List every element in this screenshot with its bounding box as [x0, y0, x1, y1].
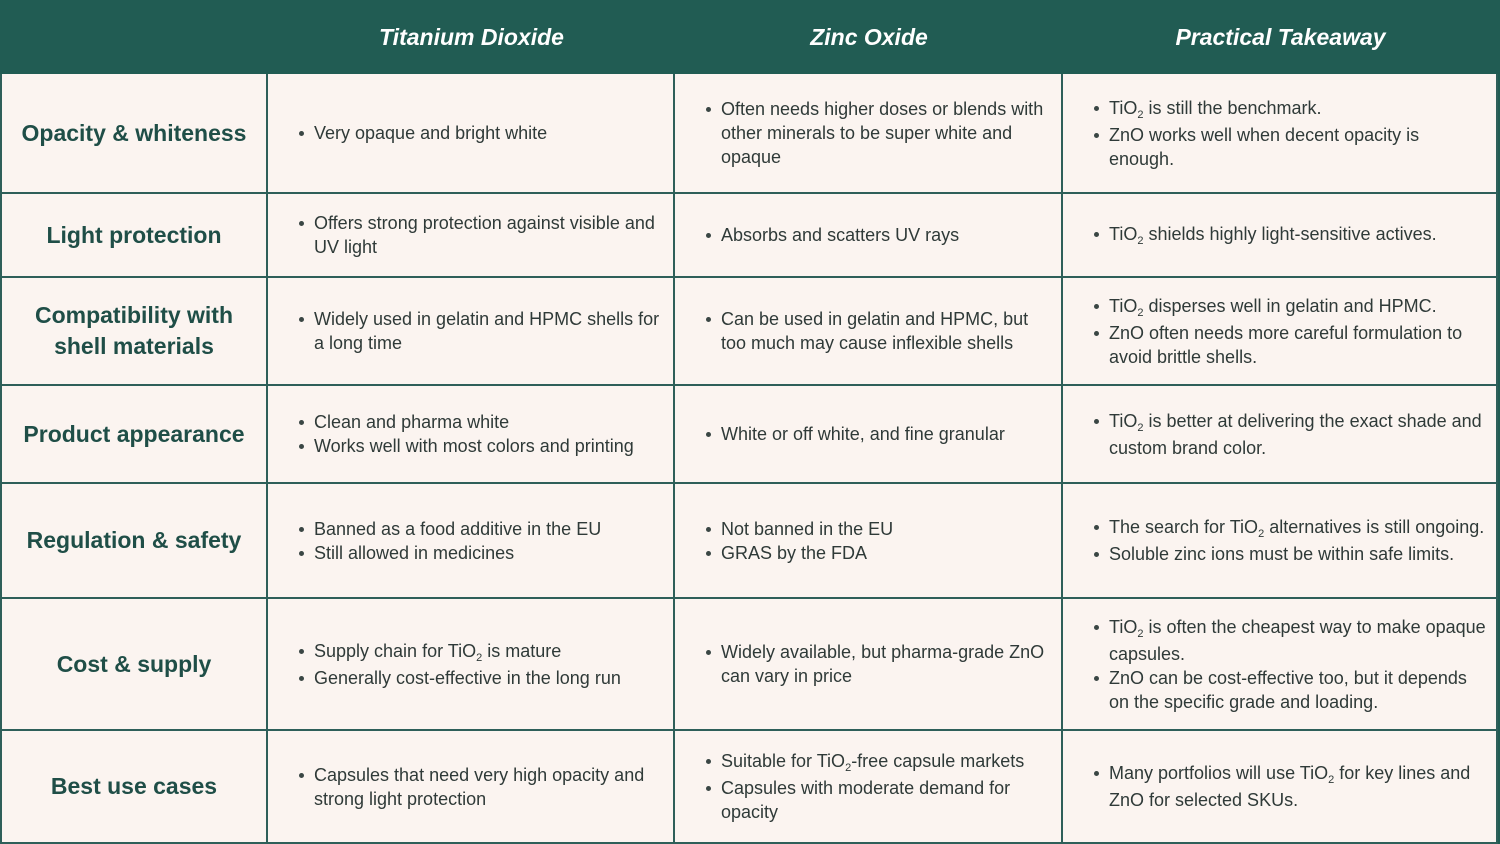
row-label: Compatibility with shell materials: [0, 278, 268, 386]
bullet-item: ZnO can be cost-effective too, but it depends on the specific grade and loading.: [1109, 666, 1486, 714]
row-label: Product appearance: [0, 386, 268, 484]
zno-cell: [675, 74, 1063, 194]
bullet-list: [1091, 761, 1486, 812]
bullet-list: [296, 410, 634, 458]
bullet-item: Often needs higher doses or blends with other minerals to be super white and opaque: [721, 97, 1051, 169]
row-label: Light protection: [0, 194, 268, 278]
header-empty: [0, 0, 268, 74]
bullet-list: [1091, 222, 1437, 249]
bullet-item: White or off white, and fine granular: [721, 424, 1005, 444]
bullet-item: Works well with most colors and printing: [314, 436, 634, 456]
zno-cell: [675, 731, 1063, 844]
bullet-list: [1091, 515, 1484, 566]
bullet-list: [703, 749, 1051, 824]
bullet-list: [703, 422, 1005, 446]
header-practical-takeaway: Practical Takeaway: [1063, 0, 1498, 74]
bullet-item: Capsules with moderate demand for opacity: [721, 776, 1051, 824]
bullet-list: [1091, 615, 1486, 714]
header-zinc-oxide: Zinc Oxide: [675, 0, 1063, 74]
bullet-item: TiO$_2$ is still the benchmark.: [1109, 96, 1486, 123]
bullet-item: Very opaque and bright white: [314, 123, 548, 143]
bullet-list: [296, 121, 547, 145]
tio2-cell: [268, 599, 675, 731]
row-label: Cost & supply: [0, 599, 268, 731]
bullet-list: [703, 517, 893, 565]
bullet-list: [703, 640, 1051, 688]
zno-cell: [675, 194, 1063, 278]
bullet-item: GRAS by the FDA: [721, 541, 893, 565]
takeaway-cell: [1063, 74, 1498, 194]
bullet-item: ZnO often needs more careful formulation to avoid brittle shells.: [1109, 321, 1486, 369]
zno-cell: [675, 599, 1063, 731]
bullet-list: [296, 763, 663, 811]
bullet-item: TiO$_2$ shields highly light-sensitive actives.: [1109, 223, 1437, 247]
takeaway-cell: [1063, 484, 1498, 599]
tio2-cell: [268, 194, 675, 278]
takeaway-cell: [1063, 599, 1498, 731]
bullet-item: Many portfolios will use TiO$_2$ for key lines and ZnO for selected SKUs.: [1109, 761, 1486, 812]
bullet-item: The search for TiO$_2$ alternatives is still ongoing.: [1109, 517, 1485, 540]
tio2-cell: [268, 386, 675, 484]
bullet-item: Capsules that need very high opacity and strong light protection: [314, 763, 663, 811]
bullet-item: Absorbs and scatters UV rays: [721, 225, 960, 245]
tio2-cell: [268, 74, 675, 194]
bullet-item: TiO$_2$ disperses well in gelatin and HPMC.: [1109, 294, 1486, 321]
bullet-list: [703, 223, 959, 247]
takeaway-cell: [1063, 194, 1498, 278]
zno-cell: [675, 484, 1063, 599]
tio2-cell: [268, 484, 675, 599]
bullet-list: [703, 307, 1051, 355]
bullet-item: Clean and pharma white: [314, 410, 634, 434]
takeaway-cell: [1063, 731, 1498, 844]
zno-cell: [675, 278, 1063, 386]
bullet-item: Can be used in gelatin and HPMC, but too much may cause inflexible shells: [721, 307, 1051, 355]
bullet-list: [296, 307, 663, 355]
bullet-list: [703, 97, 1051, 169]
bullet-item: Soluble zinc ions must be within safe limits.: [1109, 542, 1484, 566]
bullet-item: Offers strong protection against visible and UV light: [314, 211, 663, 259]
takeaway-cell: [1063, 278, 1498, 386]
bullet-item: TiO$_2$ is better at delivering the exact shade and custom brand color.: [1109, 409, 1486, 460]
bullet-list: [296, 639, 621, 690]
row-label: Best use cases: [0, 731, 268, 844]
row-label: Opacity & whiteness: [0, 74, 268, 194]
bullet-list: [1091, 96, 1486, 171]
bullet-list: [296, 517, 601, 565]
bullet-item: TiO$_2$ is often the cheapest way to make opaque capsules.: [1109, 616, 1486, 664]
bullet-item: Still allowed in medicines: [314, 541, 601, 565]
header-titanium-dioxide: Titanium Dioxide: [268, 0, 675, 74]
bullet-item: Widely used in gelatin and HPMC shells for a long time: [314, 307, 663, 355]
bullet-list: [1091, 409, 1486, 460]
bullet-item: Banned as a food additive in the EU: [314, 518, 602, 539]
bullet-item: Suitable for TiO$_2$-free capsule markets: [721, 749, 1051, 776]
takeaway-cell: [1063, 386, 1498, 484]
bullet-item: Widely available, but pharma-grade ZnO can vary in price: [721, 640, 1051, 688]
bullet-list: [1091, 294, 1486, 369]
bullet-list: [296, 211, 663, 259]
bullet-item: Supply chain for TiO$_2$ is mature: [314, 639, 621, 666]
tio2-cell: [268, 278, 675, 386]
row-label: Regulation & safety: [0, 484, 268, 599]
tio2-cell: [268, 731, 675, 844]
bullet-item: Not banned in the EU: [721, 518, 894, 539]
bullet-item: Generally cost-effective in the long run: [314, 667, 621, 688]
zno-cell: [675, 386, 1063, 484]
bullet-item: ZnO works well when decent opacity is enough.: [1109, 123, 1486, 171]
